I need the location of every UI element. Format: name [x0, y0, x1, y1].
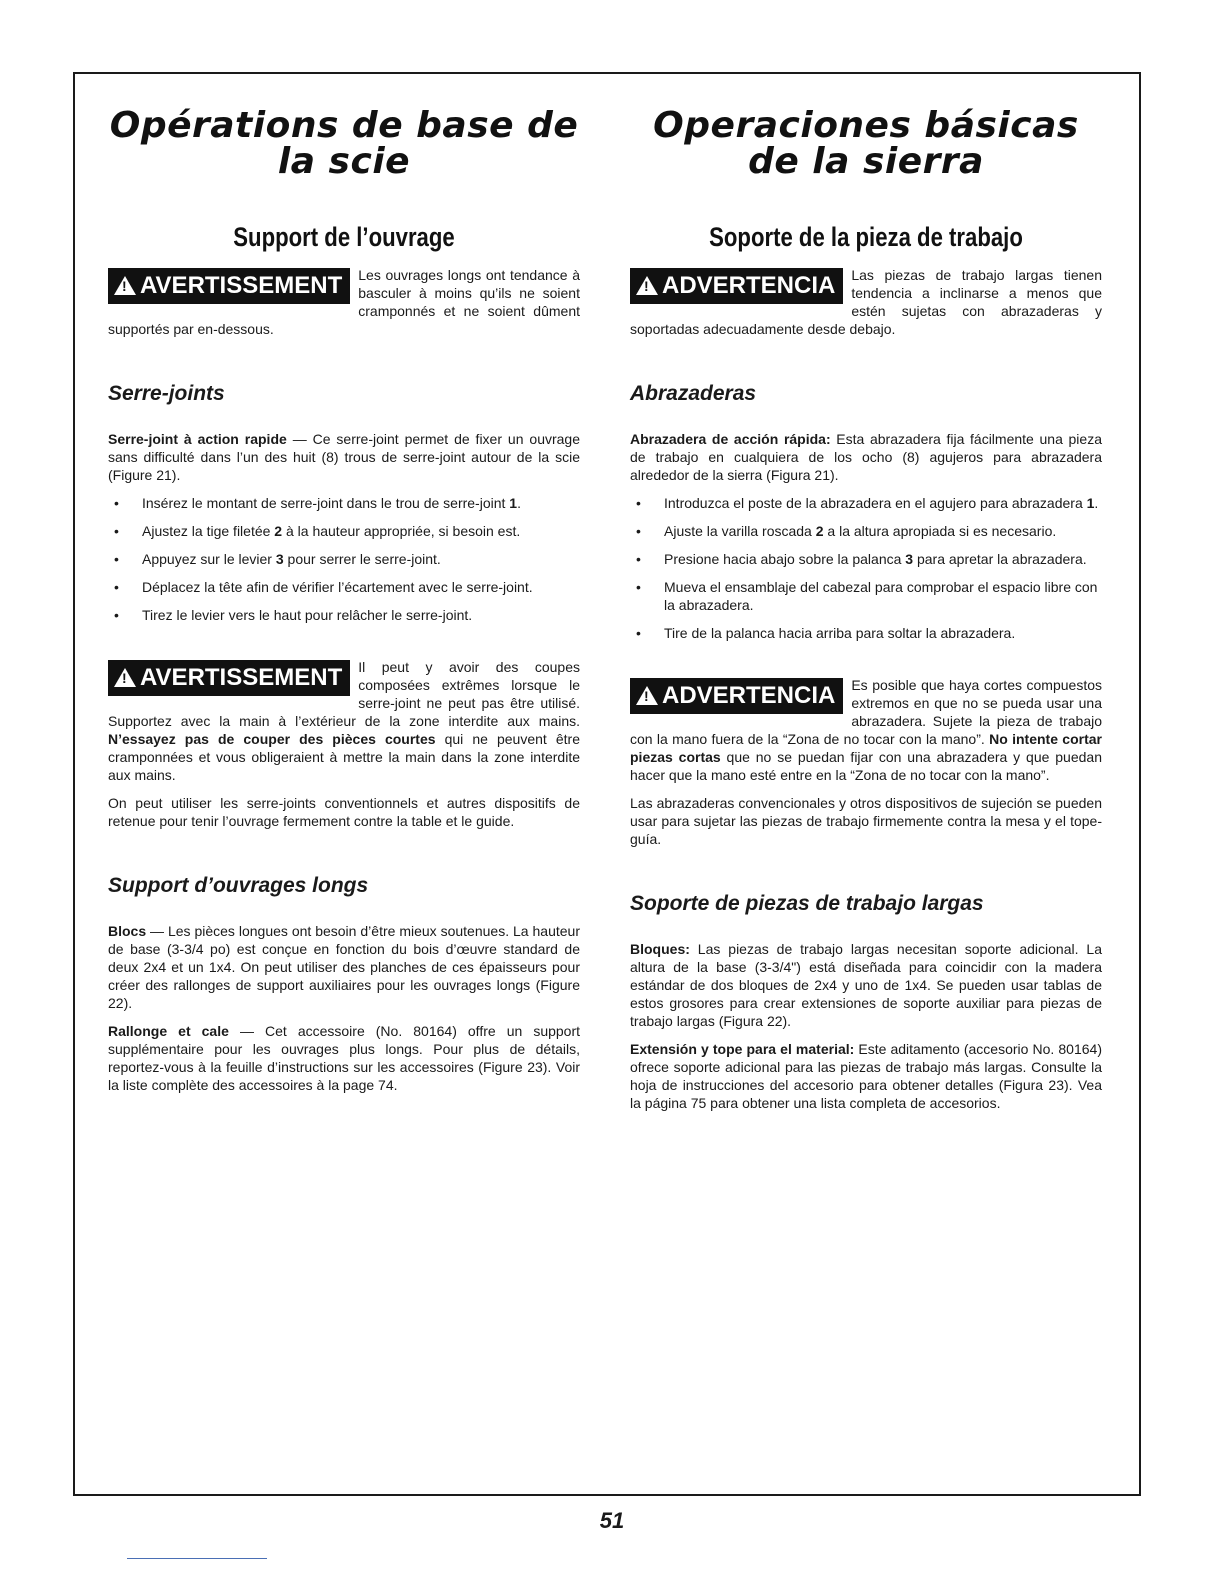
warning-triangle-icon: [114, 668, 136, 687]
list-item: • Ajustez la tige filetée 2 à la hauteur appropriée, si besoin est.: [108, 522, 580, 540]
french-title-line1: Opérations de base de: [109, 105, 579, 146]
french-warning-2: !AVERTISSEMENT Il peut y avoir des coupes composées extrêmes lorsque le serre-joint ne peut pas être utilisé. Supportez avec la main à l’extérieur de la zone interdite aux mains. N’essayez pas de couper des pièces courtes qui ne peuvent être cramponnées et vous obligeraient à mettre la main dans la zone interdite aux mains.: [108, 658, 580, 784]
spanish-section-clamps: Abrazaderas: [630, 382, 757, 405]
warning-triangle-icon: [636, 276, 658, 295]
french-section-clamps: Serre-joints: [108, 382, 225, 405]
french-title-line2: la scie: [277, 141, 411, 182]
spanish-clamp-paragraph: [630, 430, 1102, 484]
list-item: • Insérez le montant de serre-joint dans le trou de serre-joint 1.: [108, 494, 580, 512]
warning-badge-label: ADVERTENCIA: [662, 272, 836, 299]
french-clamp-bold: Serre-joint à action rapide: [108, 431, 287, 447]
spanish-subtitle: Soporte de la pieza de trabajo: [709, 222, 1023, 252]
spanish-warning-1-text: Las piezas de trabajo largas tienen tendencia a inclinarse a menos que estén sujetas con abrazaderas y soportadas adecuadamente desde debajo.: [630, 267, 1102, 337]
warning-badge: [630, 678, 843, 714]
spanish-extension-paragraph: Extensión y tope para el material: Este aditamento (accesorio No. 80164) ofrece soporte adicional para las piezas de trabajo más largas. Consulte la hoja de instrucciones del accesorio para obtener detalles (Figura 23). Vea la página 75 para obtener una lista completa de accesorios.: [630, 1041, 1102, 1111]
list-item: • Mueva el ensamblaje del cabezal para comprobar el espacio libre con la abrazadera.: [630, 578, 1102, 614]
french-section-long-support: Support d’ouvrages longs: [108, 874, 369, 897]
french-warning-1-text: Les ouvrages longs ont tendance à basculer à moins qu’ils ne soient cramponnés et ne soient dûment supportés par en-dessous.: [108, 267, 580, 337]
french-subtitle: Support de l’ouvrage: [233, 222, 455, 252]
spanish-title-line1: Operaciones básicas: [653, 105, 1079, 146]
french-column: [108, 105, 581, 1104]
list-item: • Déplacez la tête afin de vérifier l’écartement avec le serre-joint.: [108, 578, 580, 596]
spanish-title-line2: de la sierra: [748, 141, 984, 182]
french-extension-paragraph: Rallonge et cale — Cet accessoire (No. 80164) offre un support supplémentaire pour les ouvrages plus longs. Pour plus de détails, reportez-vous à la feuille d’instructions sur les accessoires (Figure 23). Voir la liste complète des accessoires à la page 74.: [108, 1023, 581, 1093]
french-clamp-paragraph: [108, 430, 580, 484]
french-blocks-paragraph: Blocs — Les pièces longues ont besoin d’être mieux soutenues. La hauteur de base (3-3/4 po) est conçue en fonction du bois d’œuvre standard de deux 2x4 et un 1x4. On peut utiliser des planches de ces épaisseurs pour créer des rallonges de support auxiliaires pour les ouvrages longs (Figure 22).: [108, 923, 580, 1011]
spanish-warning-2: !ADVERTENCIA Es posible que haya cortes compuestos extremos en que no se pueda usar una abrazadera. Sujete la pieza de trabajo con la mano fuera de la “Zona de no tocar con la mano”. No intente cortar piezas cortas que no se puedan fijar con una abrazadera y que puedan hacer que la mano esté entre en la “Zona de no tocar con la mano”.: [630, 676, 1102, 784]
list-item: • Appuyez sur le levier 3 pour serrer le serre-joint.: [108, 550, 580, 568]
french-main-title: [108, 105, 580, 182]
warning-badge: [108, 268, 350, 304]
warning-badge-label: ADVERTENCIA: [662, 682, 836, 709]
spanish-column: [630, 105, 1102, 1122]
warning-badge-label: AVERTISSEMENT: [140, 272, 343, 299]
french-clamp-steps: [108, 494, 580, 624]
warning-badge-label: AVERTISSEMENT: [140, 664, 343, 691]
warning-triangle-icon: [114, 276, 136, 295]
french-warning-1: [108, 266, 580, 338]
list-item: • Introduzca el poste de la abrazadera en el agujero para abrazadera 1.: [630, 494, 1102, 512]
spanish-conventional: Las abrazaderas convencionales y otros dispositivos de sujeción se pueden usar para sujetar las piezas de trabajo firmemente contra la mesa y el tope-guía.: [630, 795, 1102, 847]
footer-rule: [127, 1558, 267, 1559]
spanish-blocks-paragraph: Bloques: Las piezas de trabajo largas necesitan soporte adicional. La altura de la base (3-3/4") está diseñada para coincidir con la madera estándar de dos bloques de 2x4 y uno de 1x4. Se pueden usar tablas de estos grosores para crear extensiones de soporte auxiliar para piezas de trabajo largas (Figura 22).: [630, 941, 1102, 1029]
page-number: 51: [599, 1508, 625, 1533]
warning-badge: [630, 268, 843, 304]
warning-badge: [108, 660, 350, 696]
warning-triangle-icon: [636, 686, 658, 705]
spanish-clamp-steps: [630, 494, 1102, 642]
spanish-clamp-bold: Abrazadera de acción rápida:: [630, 431, 831, 447]
spanish-clamp-text: Esta abrazadera fija fácilmente una pieza de trabajo en cualquiera de los ocho (8) agujeros para abrazadera alrededor de la sierra (Figura 21).: [630, 431, 1102, 483]
spanish-section-long-support: Soporte de piezas de trabajo largas: [630, 892, 984, 915]
list-item: • Presione hacia abajo sobre la palanca 3 para apretar la abrazadera.: [630, 550, 1102, 568]
list-item: • Tirez le levier vers le haut pour relâcher le serre-joint.: [108, 606, 580, 624]
list-item: • Ajuste la varilla roscada 2 a la altura apropiada si es necesario.: [630, 522, 1102, 540]
french-conventional: On peut utiliser les serre-joints conventionnels et autres dispositifs de retenue pour tenir l’ouvrage fermement contre la table et le guide.: [108, 795, 580, 829]
spanish-warning-1: [630, 266, 1102, 338]
list-item: • Tire de la palanca hacia arriba para soltar la abrazadera.: [630, 624, 1102, 642]
spanish-main-title: [630, 105, 1102, 182]
french-clamp-text: — Ce serre-joint permet de fixer un ouvrage sans difficulté dans l’un des huit (8) trous de serre-joint autour de la scie (Figure 21).: [108, 431, 581, 483]
